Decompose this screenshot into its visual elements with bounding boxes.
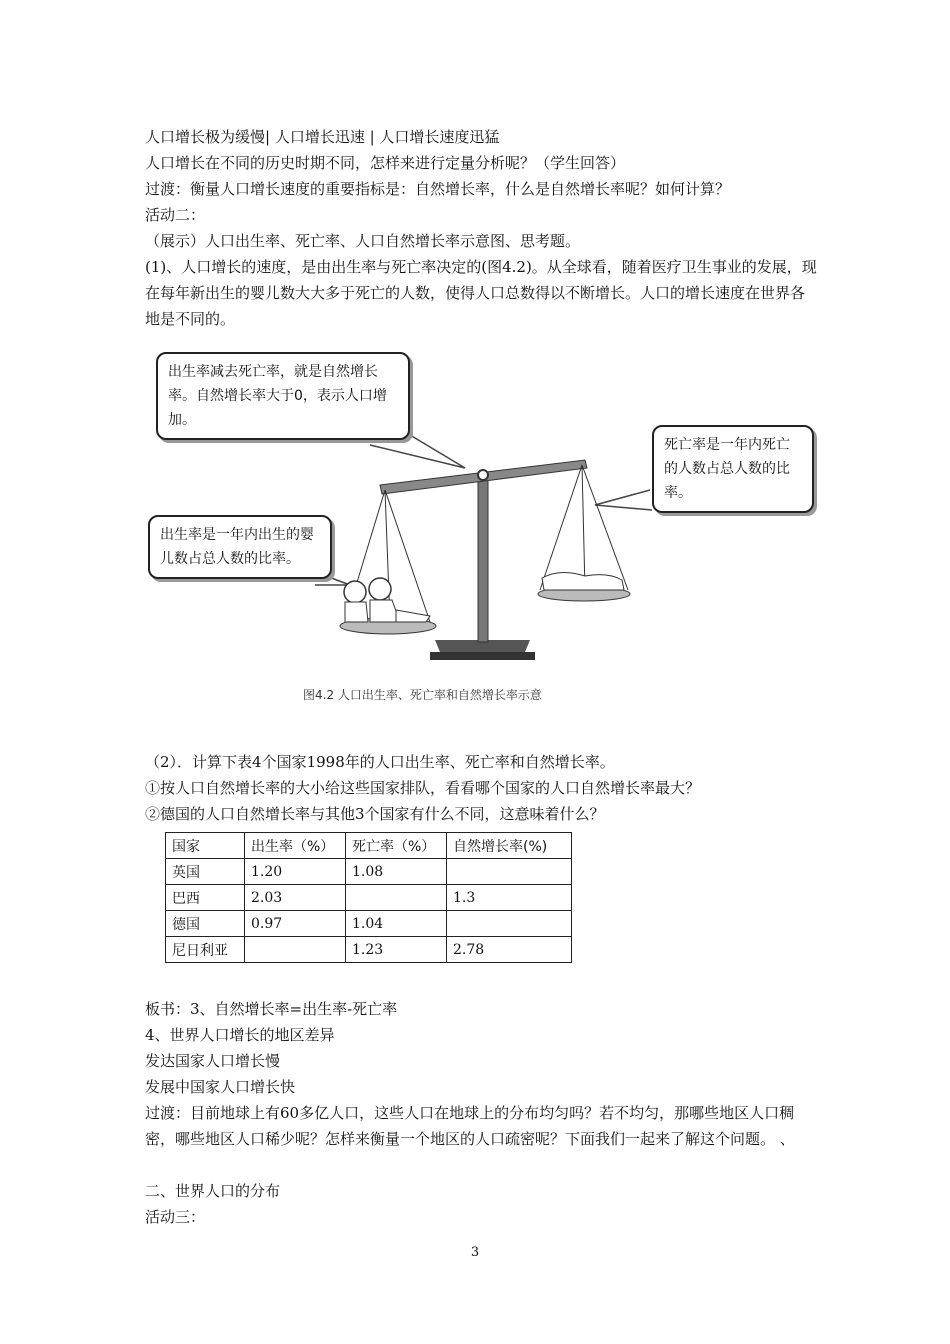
page-number: 3: [470, 1245, 480, 1260]
table-cell: 1.23: [346, 937, 447, 963]
table-cell: 德国: [166, 911, 245, 937]
population-rates-table: [165, 832, 572, 963]
question-intro: （2）．计算下表4个国家1998年的人口出生率、死亡率和自然增长率。: [145, 753, 615, 771]
explanation-paragraph: (1)、人口增长的速度，是由出生率与死亡率决定的(图4.2)。从全球看，随着医疗卫生事业的发展，现在每年新出生的婴儿数大大多于死亡的人数，使得人口总数得以不断增长。人口的增长速度在世界各地是不同的。: [145, 258, 817, 328]
section-heading: 二、世界人口的分布: [145, 1182, 281, 1200]
table-cell: 2.03: [245, 885, 346, 911]
activity-three-heading: 活动三：: [145, 1208, 206, 1226]
board-note-developing: 发展中国家人口增长快: [145, 1078, 296, 1096]
table-row: [166, 859, 572, 885]
table-cell: [346, 885, 447, 911]
table-cell: 1.20: [245, 859, 346, 885]
table-header-cell: 死亡率（%）: [346, 833, 447, 859]
table-header-cell: 自然增长率(%): [447, 833, 572, 859]
table-cell: [245, 937, 346, 963]
table-cell: 1.08: [346, 859, 447, 885]
table-header-cell: 国家: [166, 833, 245, 859]
birth-rate-bubble: 出生率是一年内出生的婴儿数占总人数的比率。: [148, 515, 332, 579]
board-note-regional: 4、世界人口增长的地区差异: [145, 1026, 335, 1044]
transition-line: 过渡：衡量人口增长速度的重要指标是：自然增长率，什么是自然增长率呢？如何计算？: [145, 180, 731, 198]
natural-growth-bubble: 出生率减去死亡率，就是自然增长率。自然增长率大于0，表示人口增加。: [156, 352, 410, 440]
table-row: [166, 911, 572, 937]
balance-figure: [140, 340, 820, 720]
display-line: （展示）人口出生率、死亡率、人口自然增长率示意图、思考题。: [145, 232, 581, 250]
table-cell: 1.04: [346, 911, 447, 937]
table-header-cell: 出生率（%）: [245, 833, 346, 859]
table-cell: 1.3: [447, 885, 572, 911]
table-cell: 尼日利亚: [166, 937, 245, 963]
table-cell: [447, 859, 572, 885]
board-note-developed: 发达国家人口增长慢: [145, 1052, 281, 1070]
table-row: [166, 885, 572, 911]
table-cell: 巴西: [166, 885, 245, 911]
death-rate-bubble: 死亡率是一年内死亡的人数占总人数的比率。: [652, 425, 814, 513]
growth-stage-line: 人口增长极为缓慢| 人口增长迅速 | 人口增长速度迅猛: [145, 128, 500, 146]
table-cell: 0.97: [245, 911, 346, 937]
table-row: [166, 937, 572, 963]
figure-caption: 图4.2 人口出生率、死亡率和自然增长率示意: [303, 688, 542, 702]
activity-two-heading: 活动二：: [145, 206, 206, 224]
table-cell: 2.78: [447, 937, 572, 963]
question-line: 人口增长在不同的历史时期不同，怎样来进行定量分析呢？（学生回答）: [145, 154, 626, 172]
board-note-formula: 板书：3、自然增长率=出生率-死亡率: [145, 1000, 398, 1018]
transition-paragraph: 过渡：目前地球上有60多亿人口，这些人口在地球上的分布均匀吗？若不均匀，那哪些地区人口稠密，哪些地区人口稀少呢？怎样来衡量一个地区的人口疏密呢？下面我们一起来了解这个问题。 、: [145, 1104, 795, 1148]
table-cell: [447, 911, 572, 937]
question-one: ①按人口自然增长率的大小给这些国家排队，看看哪个国家的人口自然增长率最大？: [145, 779, 701, 797]
question-two: ②德国的人口自然增长率与其他3个国家有什么不同，这意味着什么？: [145, 805, 605, 823]
table-header-row: [166, 833, 572, 859]
table-cell: 英国: [166, 859, 245, 885]
